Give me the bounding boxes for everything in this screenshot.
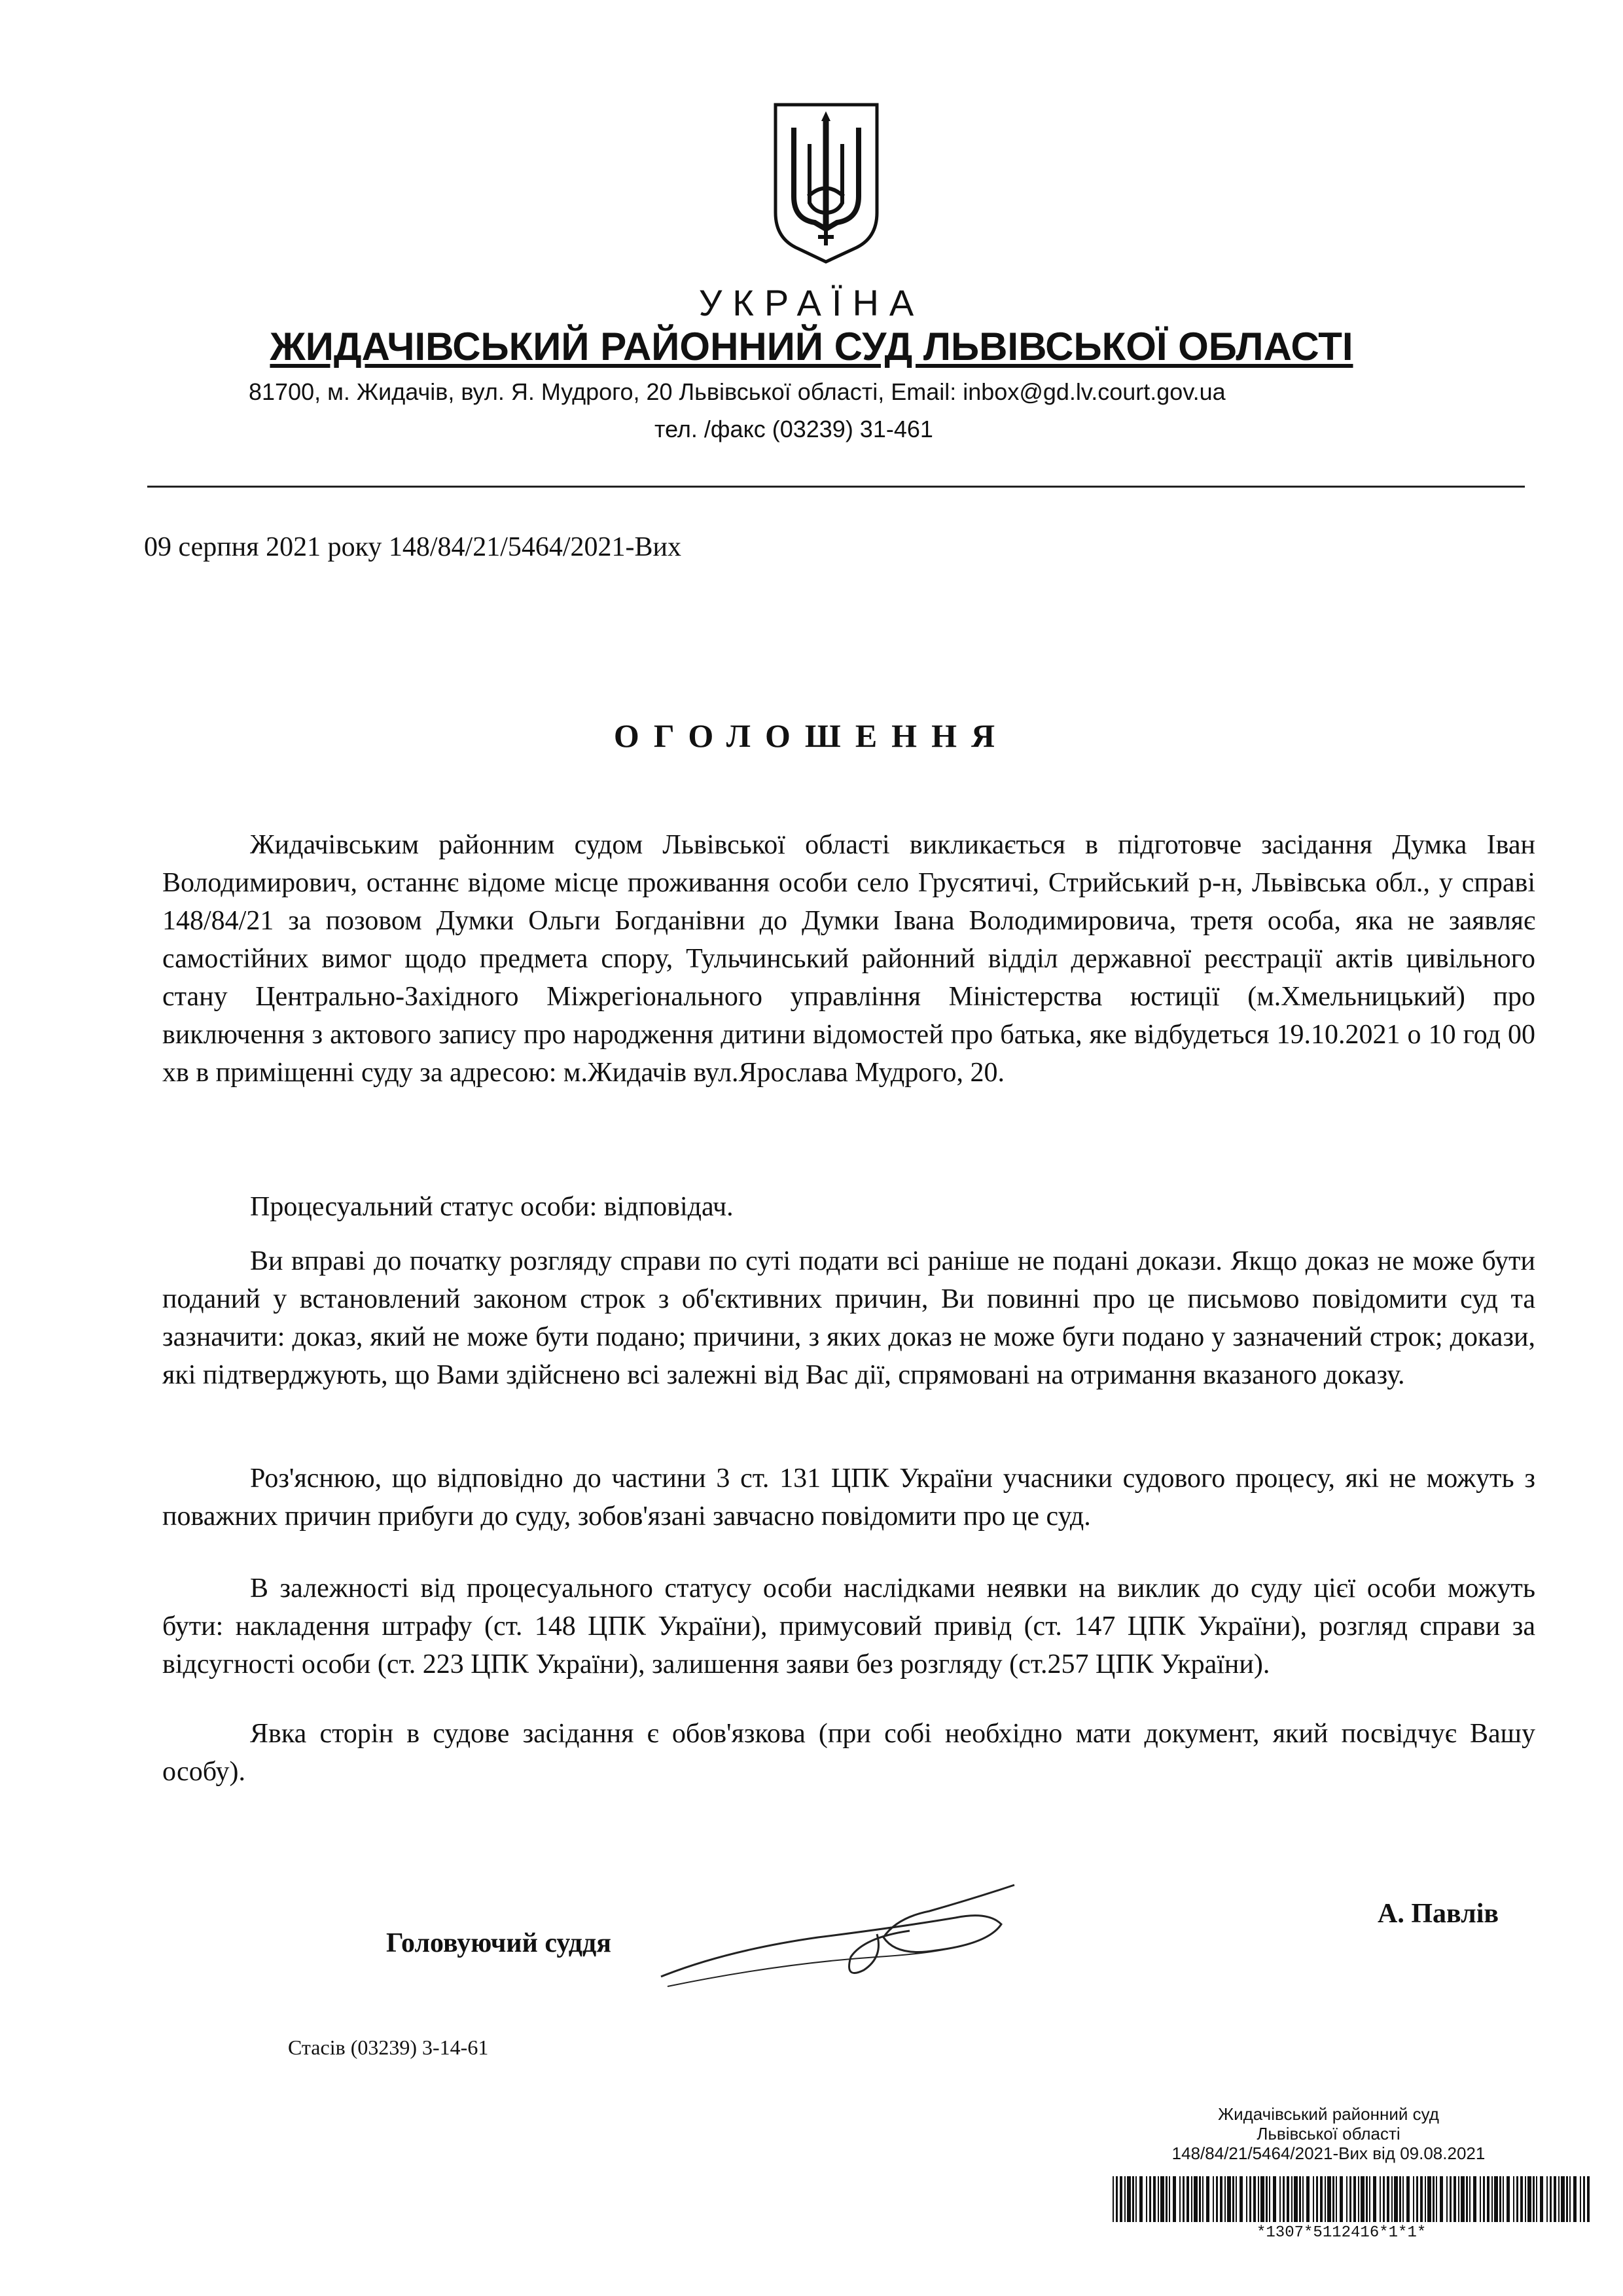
barcode-bar <box>1283 2176 1285 2222</box>
barcode-bar <box>1454 2176 1456 2222</box>
barcode-bar <box>1366 2176 1368 2222</box>
barcode-bar <box>1313 2176 1314 2222</box>
barcode-bar <box>1499 2176 1501 2222</box>
barcode-bar <box>1353 2176 1356 2222</box>
barcode-bar <box>1373 2176 1376 2222</box>
barcode-bar <box>1446 2176 1448 2222</box>
barcode-bar <box>1166 2176 1168 2222</box>
barcode-bar <box>1440 2176 1443 2222</box>
judge-name: А. Павлів <box>1378 1899 1499 1929</box>
barcode-bar <box>1273 2176 1276 2222</box>
barcode-bar <box>1236 2176 1237 2222</box>
barcode-bar <box>1316 2176 1318 2222</box>
barcode-bar <box>1402 2176 1404 2222</box>
barcode-bar <box>1540 2176 1543 2222</box>
body-paragraph-summons: Жидачівським районним судом Львівської області викликається в підготовче засідання Думка Іван Володимирович, останнє відоме місце проживання особи село Грусятичі, Стрийський р-н, Львівська обл., у справі 148/84/21 за позовом Думки Ольги Богданівни до Думки Івана Володимировича, третя особа, яка не заявляє самостійних вимог щодо предмета спору, Тульчинський районний відділ державної реєстрації актів цивільного стану Центрально-Західного Міжрегіонального управління Міністерства юстиції (м.Хмельницький) про виключення з актового запису про народження дитини відомостей про батька, яке відбудеться 19.10.2021 о 10 год 00 хв в приміщенні суду за адресою: м.Жидачів вул.Ярослава Мудрого, 20. <box>162 830 1535 1088</box>
stamp-reference-line: 148/84/21/5464/2021-Вих від 09.08.2021 <box>1171 2144 1486 2163</box>
barcode-bar <box>1158 2176 1159 2222</box>
outgoing-reference: 09 серпня 2021 року 148/84/21/5464/2021-Вих <box>144 532 682 562</box>
barcode-bar <box>1473 2176 1476 2222</box>
barcode-bar <box>1269 2176 1270 2222</box>
barcode-bar <box>1394 2176 1398 2222</box>
barcode-bar <box>1580 2176 1581 2222</box>
barcode-bar <box>1213 2176 1214 2222</box>
barcode-bar <box>1332 2176 1334 2222</box>
barcode-bar <box>1199 2176 1201 2222</box>
body-paragraph-clarification: Роз'яснюю, що відповідно до частини 3 ст. 131 ЦПК України учасники судового процесу, які не можуть з поважних причин прибуги до суду, зобов'язані завчасно повідомити про це суд. <box>162 1463 1535 1532</box>
barcode-bar <box>1583 2176 1585 2222</box>
barcode-bar <box>1427 2176 1431 2222</box>
court-name-heading: ЖИДАЧІВСЬКИЙ РАЙОННИЙ СУД ЛЬВІВСЬКОЇ ОБЛАСТІ <box>270 325 1353 368</box>
barcode-bar <box>1391 2176 1393 2222</box>
barcode-bar <box>1450 2176 1452 2222</box>
barcode-bar <box>1516 2176 1518 2222</box>
barcode-bar <box>1369 2176 1370 2222</box>
document-title: ОГОЛОШЕННЯ <box>613 717 1010 754</box>
barcode-bar <box>1546 2176 1548 2222</box>
barcode-bar <box>1527 2176 1531 2222</box>
barcode-bar <box>1458 2176 1459 2222</box>
barcode-bar <box>1480 2176 1481 2222</box>
barcode-bar <box>1240 2176 1243 2222</box>
barcode-bar <box>1383 2176 1385 2222</box>
barcode-bar <box>1258 2176 1259 2222</box>
barcode-bar <box>1513 2176 1514 2222</box>
registration-stamp <box>1073 2104 1584 2163</box>
barcode-bar <box>1336 2176 1337 2222</box>
coat-of-arms-emblem <box>769 98 883 268</box>
barcode-bar <box>1287 2176 1289 2222</box>
barcode-bar <box>1194 2176 1198 2222</box>
signatory-role: Головуючий суддя <box>386 1928 611 1958</box>
barcode-bar <box>1186 2176 1189 2222</box>
barcode-bar <box>1503 2176 1504 2222</box>
barcode-bar <box>1433 2176 1435 2222</box>
barcode-bar <box>1387 2176 1389 2222</box>
handwritten-signature <box>648 1872 1054 2016</box>
executor-contact: Стасів (03239) 3-14-61 <box>288 2036 489 2059</box>
barcode-number: *1307*5112416*1*1* <box>1257 2224 1427 2242</box>
barcode-bar <box>1169 2176 1170 2222</box>
body-paragraph-attendance: Явка сторін в судове засідання є обов'язкова (при собі необхідно мати документ, який посвідчує Вашу особу). <box>162 1719 1535 1787</box>
barcode-bar <box>1260 2176 1264 2222</box>
stamp-region-line: Львівської області <box>1257 2124 1400 2144</box>
barcode-bar <box>1191 2176 1192 2222</box>
barcode-bar <box>1146 2176 1147 2222</box>
barcode-bar <box>1320 2176 1323 2222</box>
registration-barcode <box>1113 2176 1590 2222</box>
header-divider <box>147 486 1525 488</box>
barcode-bar <box>1361 2176 1364 2222</box>
barcode-bar <box>1494 2176 1498 2222</box>
barcode-bar <box>1346 2176 1347 2222</box>
barcode-bar <box>1554 2176 1556 2222</box>
barcode-bar <box>1436 2176 1437 2222</box>
barcode-bar <box>1525 2176 1526 2222</box>
body-paragraph-consequences: В залежності від процесуального статусу особи наслідками неявки на виклик до суду цієї особи можуть бути: накладення штрафу (ст. 148 ЦПК України), примусовий привід (ст. 147 ЦПК України), розгляд справи за відсугності особи (ст. 223 ЦПК України), залишення заяви без розгляду (ст.257 ЦПК України). <box>162 1573 1535 1679</box>
barcode-bar <box>1253 2176 1256 2222</box>
barcode-bar <box>1173 2176 1176 2222</box>
body-paragraph-evidence: Ви вправі до початку розгляду справи по суті подати всі раніше не подані докази. Якщо доказ не може бути поданий у встановлений законом строк з об'єктивних причин, Ви повинні про це письмово повідомити суд та зазначити: доказ, який не може бути подано; причини, з яких доказ не може буги подано у зазначений строк; докази, які підтверджують, що Вами здійснено всі залежні від Вас дії, спрямовані на отримання вказаного доказу. <box>162 1246 1535 1390</box>
barcode-bar <box>1558 2176 1560 2222</box>
barcode-bar <box>1294 2176 1298 2222</box>
barcode-bar <box>1132 2176 1134 2222</box>
barcode-bar <box>1536 2176 1537 2222</box>
barcode-bar <box>1139 2176 1143 2222</box>
barcode-bar <box>1149 2176 1151 2222</box>
barcode-bar <box>1160 2176 1164 2222</box>
barcode-bar <box>1533 2176 1535 2222</box>
barcode-bar <box>1566 2176 1568 2222</box>
barcode-bar <box>1279 2176 1281 2222</box>
barcode-bar <box>1420 2176 1423 2222</box>
barcode-bar <box>1183 2176 1185 2222</box>
barcode-bar <box>1349 2176 1351 2222</box>
barcode-bar <box>1520 2176 1523 2222</box>
barcode-bar <box>1399 2176 1401 2222</box>
barcode-bar <box>1469 2176 1471 2222</box>
barcode-bar <box>1135 2176 1137 2222</box>
barcode-bar <box>1266 2176 1268 2222</box>
barcode-bar <box>1358 2176 1359 2222</box>
barcode-bar <box>1461 2176 1465 2222</box>
barcode-bar <box>1249 2176 1251 2222</box>
barcode-bar <box>1116 2176 1118 2222</box>
court-phone: тел. /факс (03239) 31-461 <box>654 416 933 442</box>
barcode-bar <box>1380 2176 1381 2222</box>
barcode-bar <box>1302 2176 1304 2222</box>
barcode-bar <box>1507 2176 1510 2222</box>
barcode-bar <box>1202 2176 1204 2222</box>
barcode-bar <box>1232 2176 1234 2222</box>
barcode-bar <box>1306 2176 1310 2222</box>
barcode-bar <box>1220 2176 1222 2222</box>
barcode-bar <box>1291 2176 1293 2222</box>
barcode-bar <box>1425 2176 1426 2222</box>
barcode-bar <box>1413 2176 1414 2222</box>
barcode-bar <box>1216 2176 1218 2222</box>
barcode-bar <box>1113 2176 1114 2222</box>
barcode-bar <box>1573 2176 1577 2222</box>
barcode-bar <box>1491 2176 1493 2222</box>
body-paragraph-status: Процесуальний статус особи: відповідач. <box>250 1192 734 1222</box>
barcode-bar <box>1569 2176 1571 2222</box>
barcode-bar <box>1406 2176 1410 2222</box>
barcode-bar <box>1246 2176 1247 2222</box>
court-address: 81700, м. Жидачів, вул. Я. Мудрого, 20 Львівської області, Email: inbox@gd.lv.court.gov.ua <box>249 378 1226 405</box>
barcode-bar <box>1466 2176 1468 2222</box>
barcode-bar <box>1120 2176 1122 2222</box>
barcode-bar <box>1124 2176 1126 2222</box>
barcode-bar <box>1561 2176 1565 2222</box>
barcode-bar <box>1153 2176 1156 2222</box>
barcode-bar <box>1483 2176 1485 2222</box>
barcode-bar <box>1299 2176 1301 2222</box>
barcode-bar <box>1127 2176 1131 2222</box>
barcode-bar <box>1227 2176 1231 2222</box>
barcode-bar <box>1179 2176 1181 2222</box>
barcode-bar <box>1206 2176 1209 2222</box>
barcode-bar <box>1550 2176 1552 2222</box>
barcode-bar <box>1587 2176 1590 2222</box>
barcode-bar <box>1224 2176 1226 2222</box>
country-heading: УКРАЇНА <box>698 282 925 323</box>
barcode-bar <box>1325 2176 1326 2222</box>
barcode-bar <box>1487 2176 1489 2222</box>
barcode-bar <box>1340 2176 1343 2222</box>
stamp-court-line: Жидачівський районний суд <box>1218 2104 1439 2124</box>
barcode-bar <box>1416 2176 1418 2222</box>
barcode-bar <box>1327 2176 1331 2222</box>
